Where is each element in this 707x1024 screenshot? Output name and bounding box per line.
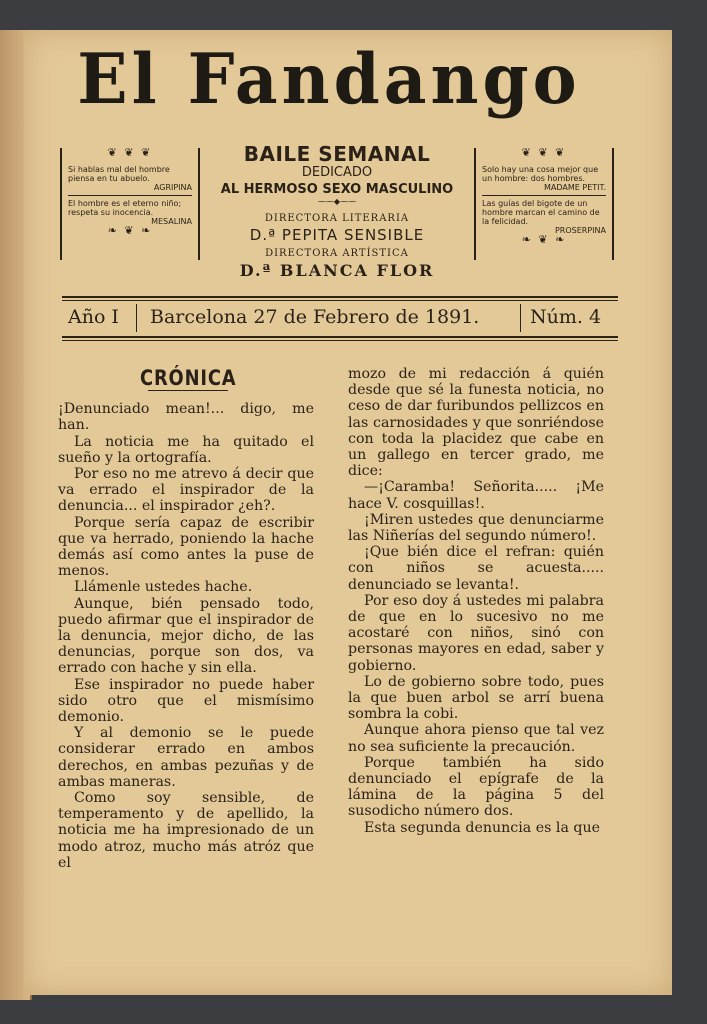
paragraph: Ese inspirador no puede haber sido otro que el mismísimo demonio. (58, 676, 314, 726)
quote-author: MADAME PETIT. (544, 183, 606, 192)
paragraph: Aunque ahora pienso que tal vez no sea suficiente la precaución. (348, 722, 604, 755)
place-date: Barcelona 27 de Febrero de 1891. (150, 306, 480, 328)
subtitle-dedication: AL HERMOSO SEXO MASCULINO (220, 182, 454, 197)
paragraph: Llámenle ustedes hache. (74, 579, 253, 596)
quote-author: PROSERPINA (554, 226, 606, 235)
paragraph: Esta segunda denuncia es la que (364, 819, 601, 836)
paragraph: ¡Miren ustedes que denunciarme las Niñerías del segundo número!. (348, 511, 604, 545)
article-column-right (348, 366, 604, 836)
divider (148, 390, 228, 391)
quote-author: MESALINA (151, 217, 192, 226)
paragraph: La noticia me ha quitado el sueño y la ortografía. (58, 433, 314, 466)
divider (68, 195, 192, 196)
dateline (62, 302, 618, 336)
divider (482, 195, 606, 196)
ornament: ❧ ❦ ❧ (521, 233, 567, 246)
paragraph: Como soy sensible, de temperamento y de apellido, la noticia me ha impresionado de un modo atroz, mucho más atróz que el (58, 790, 314, 871)
issue-number: Núm. 4 (530, 306, 602, 328)
article-title: CRÓNICA (140, 366, 237, 390)
ornament: ❦ ❦ ❦ (107, 146, 153, 159)
article-column-left (58, 366, 314, 871)
ornament: ❦ ❦ ❦ (521, 146, 567, 159)
masthead-title: El Fandango (77, 38, 581, 120)
quote-author: AGRIPINA (153, 183, 192, 192)
divider (520, 304, 521, 332)
paragraph: Por eso no me atrevo á decir que va errado el inspirador de la denuncia... el inspirador ¿eh?. (58, 466, 314, 515)
paragraph: Porque también ha sido denunciado el epígrafe de la lámina de la página 5 del susodicho número dos. (348, 754, 604, 820)
paragraph: Y al demonio se le puede considerar errado en ambos derechos, en ambas pezuñas y de ambas maneras. (58, 725, 314, 790)
header-rule (62, 340, 618, 341)
divider (136, 304, 137, 332)
header-rule (62, 300, 618, 301)
subtitle-block (206, 142, 468, 280)
ornament: ❧ ❦ ❧ (107, 224, 153, 237)
header-rule (62, 296, 618, 298)
literary-director-name: D.ª PEPITA SENSIBLE (249, 226, 425, 244)
art-director-name: D.ª BLANCA FLOR (239, 261, 435, 280)
paragraph: Aunque, bién pensado todo, puedo afirmar que el inspirador de la denuncia, mejor dicho, de las denuncias, porque son dos, va errado con hache y sin ella. (58, 595, 314, 677)
subtitle-dedicado: DEDICADO (301, 165, 373, 180)
literary-director-label: DIRECTORA LITERARIA (264, 213, 410, 224)
paragraph: ¡Que bién dice el refran: quién con niños se acuesta..... denunciado se levanta!. (348, 544, 604, 593)
right-quote-box (474, 148, 614, 260)
paragraph: ¡Denunciado mean!... digo, me han. (58, 401, 314, 434)
subtitle-baile: BAILE SEMANAL (243, 142, 431, 166)
paragraph: Lo de gobierno sobre todo, pues la que buen arbol se arrí buena sombra la cobi. (348, 673, 604, 723)
quote-text: Si hablas mal del hombre piensa en tu abuelo. (68, 165, 170, 183)
ornament: ⁓⁓◆⁓⁓ (317, 197, 357, 206)
quote-text: Las guías del bigote de un hombre marcan el camino de la felicidad. (482, 199, 600, 226)
left-quote-box (60, 148, 200, 260)
year-label: Año I (68, 306, 119, 328)
paragraph: —¡Caramba! Señorita..... ¡Me hace V. cosquillas!. (348, 479, 604, 512)
header-rule (62, 336, 618, 338)
paragraph: Porque sería capaz de escribir que va herrado, poniendo la hache demás así como antes la puse de menos. (58, 514, 314, 580)
paragraph: Por eso doy á ustedes mi palabra de que en lo sucesivo no me acostaré con niños, sinó con personas mayores en edad, saber y gobierno. (348, 592, 604, 674)
art-director-label: DIRECTORA ARTÍSTICA (265, 248, 409, 259)
quote-text: Solo hay una cosa mejor que un hombre: dos hombres. (482, 165, 599, 183)
paragraph: mozo de mi redacción á quién desde que sé la funesta noticia, no ceso de dar furibundos pellizcos en las carnosidades y que sonriéndose con toda la placidez que cabe en un gallego en tercer grado, me dice: (348, 366, 604, 480)
quote-text: El hombre es el eterno niño; respeta su inocencia. (68, 199, 182, 217)
